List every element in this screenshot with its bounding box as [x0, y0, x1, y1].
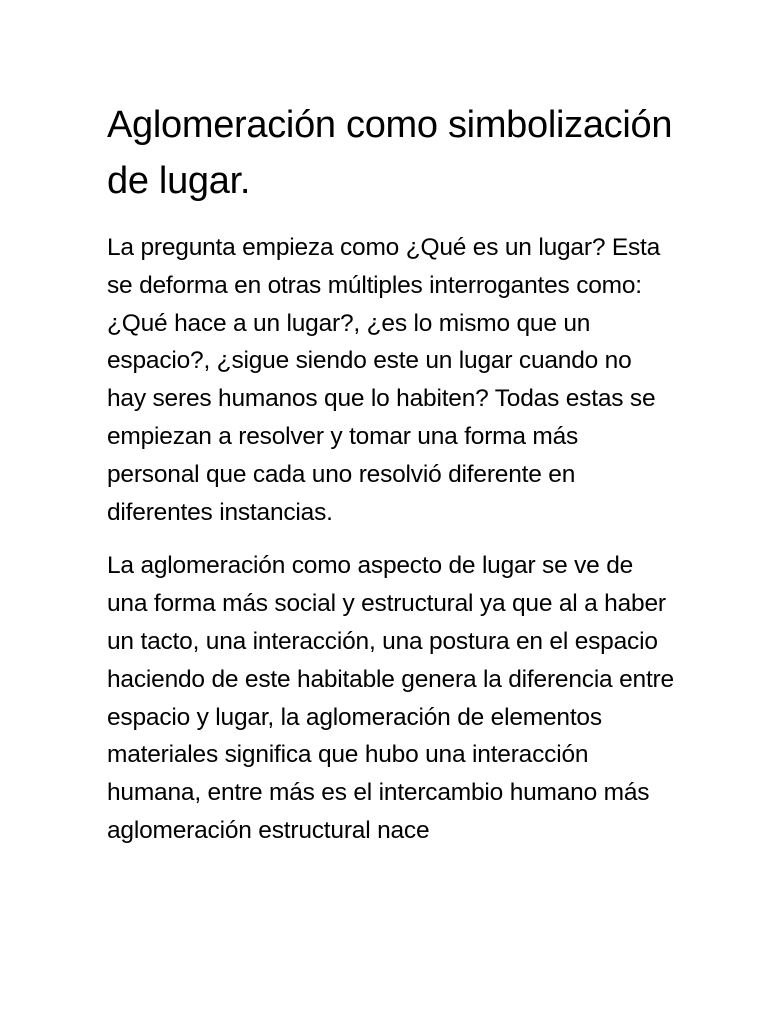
paragraph-1: La pregunta empieza como ¿Qué es un lugar? Esta se deforma en otras múltiples interrogantes como: ¿Qué hace a un lugar?, ¿es lo mismo que un espacio?, ¿sigue siendo este un lugar cuando no hay seres humanos que lo habiten? Todas estas se empiezan a resolver y tomar una forma más personal que cada uno resolvió diferente en diferentes instancias. — [107, 234, 661, 526]
document-title: Aglomeración como simbolización de lugar. — [107, 104, 673, 202]
document-page — [107, 97, 675, 850]
paragraph-2: La aglomeración como aspecto de lugar se ve de una forma más social y estructural ya que al a haber un tacto, una interacción, una postura en el espacio haciendo de este habitable genera la diferencia entre espacio y lugar, la aglomeración de elementos materiales significa que hubo una interacción humana, entre más es el intercambio humano más aglomeración estructural nace — [107, 552, 674, 844]
